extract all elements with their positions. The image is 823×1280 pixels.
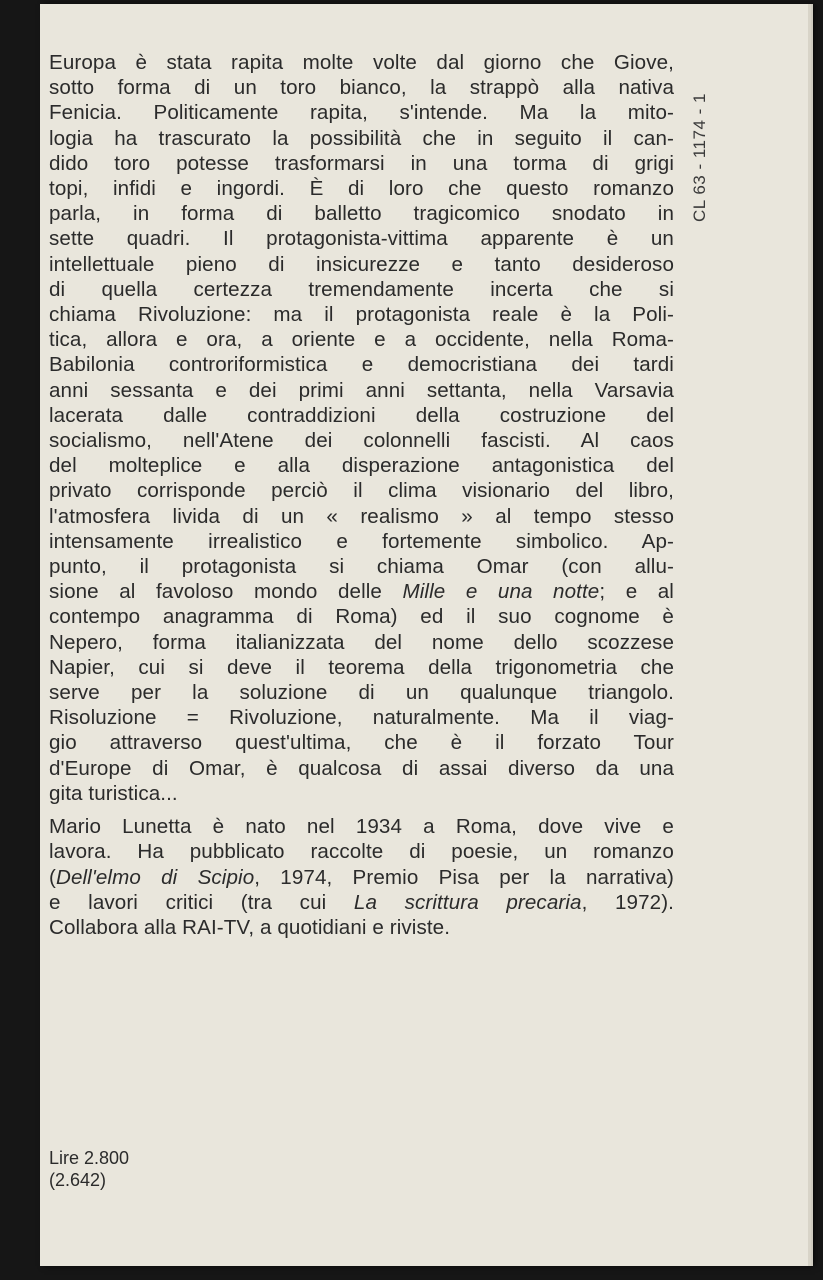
text-line: [49, 579, 674, 604]
text-line: gio attraverso quest'ultima, che è il forzato Tour: [49, 731, 674, 755]
text-line: socialismo, nell'Atene dei colonnelli fascisti. Al caos: [49, 429, 674, 453]
text-line: intellettuale pieno di insicurezze e tanto desideroso: [49, 252, 674, 276]
book-blurb: [49, 50, 674, 940]
book-title-la-scrittura-precaria: La scrittura precaria: [353, 890, 582, 914]
text-line: del molteplice e alla disperazione antagonistica del: [49, 454, 674, 478]
text-fragment: (: [49, 865, 56, 889]
text-line: di quella certezza tremendamente incerta che si: [49, 277, 674, 301]
text-line: sette quadri. Il protagonista-vittima apparente è un: [49, 227, 674, 251]
text-line: Risoluzione = Rivoluzione, naturalmente. Ma il viag-: [49, 706, 674, 730]
text-line: intensamente irrealistico e fortemente simbolico. Ap-: [49, 529, 674, 553]
text-fragment: sione al favoloso mondo delle: [49, 580, 403, 604]
text-fragment: , 1972).: [581, 890, 674, 914]
text-line: gita turistica...: [49, 781, 178, 805]
text-fragment: ; e al: [599, 580, 674, 604]
author-bio-paragraph: [49, 814, 674, 940]
text-line: serve per la soluzione di un qualunque triangolo.: [49, 681, 674, 705]
text-line: punto, il protagonista si chiama Omar (con allu-: [49, 555, 674, 579]
text-line: Fenicia. Politicamente rapita, s'intende. Ma la mito-: [49, 101, 674, 125]
text-fragment: e lavori critici (tra cui: [49, 890, 354, 914]
text-line: topi, infidi e ingordi. È di loro che questo romanzo: [49, 177, 674, 201]
text-line: lavora. Ha pubblicato raccolte di poesie, un romanzo: [49, 840, 674, 864]
text-line: l'atmosfera livida di un « realismo » al tempo stesso: [49, 504, 674, 528]
text-line: privato corrisponde perciò il clima visionario del libro,: [49, 479, 674, 503]
text-line: Mario Lunetta è nato nel 1934 a Roma, dove vive e: [49, 815, 674, 839]
text-line: lacerata dalle contraddizioni della costruzione del: [49, 403, 674, 427]
synopsis-paragraph: [49, 50, 674, 806]
catalog-code: CL 63 - 1174 - 1: [690, 93, 709, 222]
text-line: Nepero, forma italianizzata del nome dello scozzese: [49, 630, 674, 654]
text-line: dido toro potesse trasformarsi in una torma di grigi: [49, 151, 674, 175]
price-block: [49, 1147, 129, 1191]
text-line: parla, in forma di balletto tragicomico snodato in: [49, 202, 674, 226]
text-line: chiama Rivoluzione: ma il protagonista reale è la Poli-: [49, 303, 674, 327]
text-line: logia ha trascurato la possibilità che in seguito il can-: [49, 126, 674, 150]
book-title-dell-elmo-di-scipio: Dell'elmo di Scipio: [55, 865, 255, 889]
text-line: tica, allora e ora, a oriente e a occidente, nella Roma-: [49, 328, 674, 352]
text-line: contempo anagramma di Roma) ed il suo cognome è: [49, 605, 674, 629]
text-line: Collabora alla RAI-TV, a quotidiani e riviste.: [49, 915, 451, 939]
book-title-mille-e-una-notte: Mille e una notte: [402, 580, 600, 604]
text-line: Babilonia controriformistica e democristiana dei tardi: [49, 353, 674, 377]
text-line: [49, 865, 674, 890]
price-label: Lire 2.800: [49, 1148, 130, 1168]
text-line: [49, 890, 674, 915]
text-line: d'Europe di Omar, è qualcosa di assai diverso da una: [49, 756, 674, 780]
text-line: sotto forma di un toro bianco, la strappò alla nativa: [49, 76, 674, 100]
text-line: Europa è stata rapita molte volte dal giorno che Giove,: [49, 51, 674, 74]
text-fragment: , 1974, Premio Pisa per la narrativa): [254, 865, 674, 889]
text-line: anni sessanta e dei primi anni settanta, nella Varsavia: [49, 378, 674, 402]
text-line: Napier, cui si deve il teorema della trigonometria che: [49, 655, 674, 679]
price-secondary: (2.642): [49, 1170, 107, 1190]
